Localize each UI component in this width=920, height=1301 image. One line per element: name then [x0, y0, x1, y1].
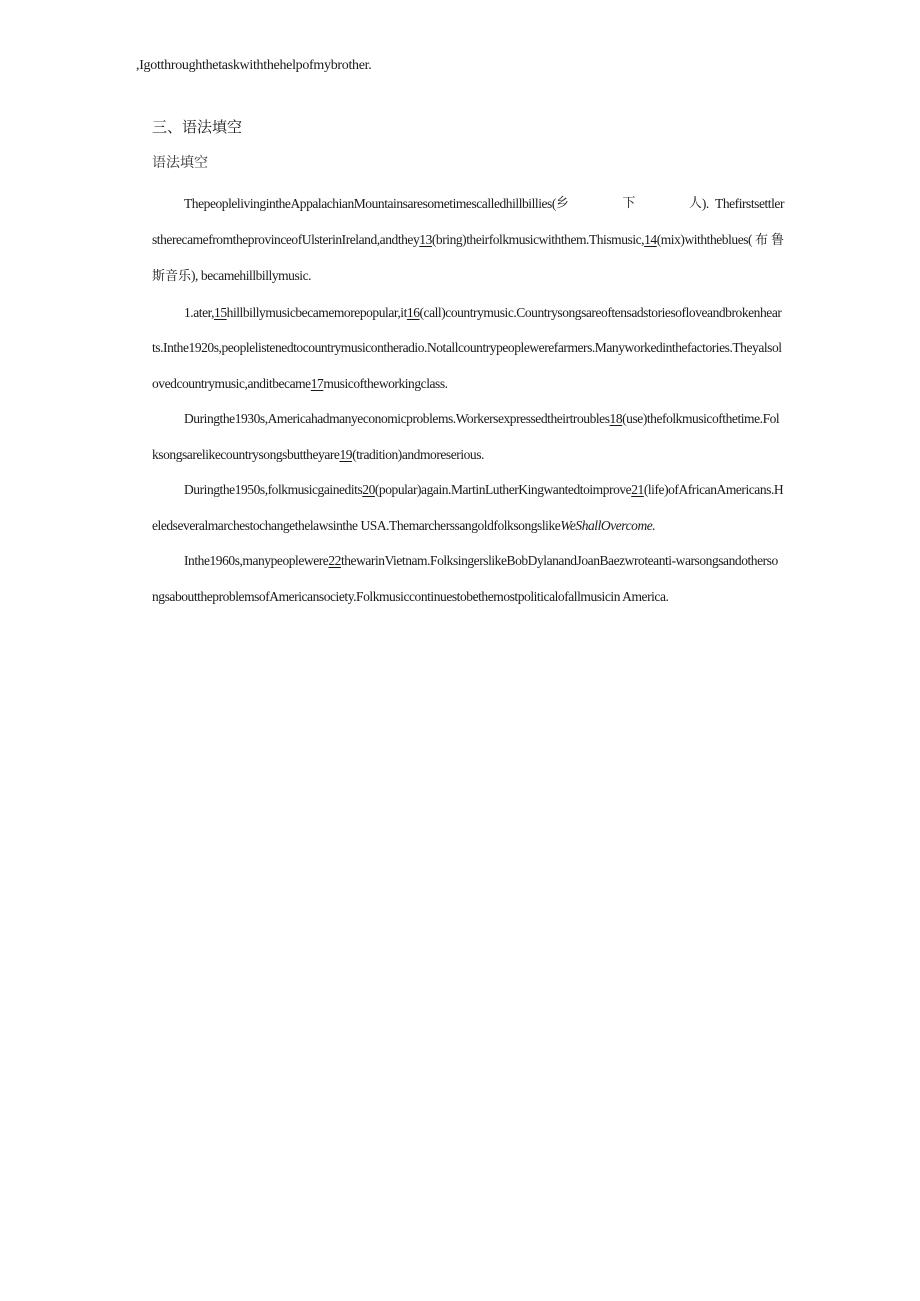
p1-gloss-hillbilly: 乡 下 人 [555, 196, 702, 211]
blank-22: 22 [328, 553, 341, 568]
p5-text-c: warsongsandothersongsabouttheproblemsofAmericansociety.Folkmusiccontinuestobethemostpoliticalofallmusicin America. [152, 553, 778, 604]
paragraph-3 [152, 401, 784, 472]
p1-text-a: Thepeoplelivingin [184, 196, 276, 211]
p1-text-e: (bring)theirfolkmusicwiththem.Thismusic, [431, 231, 645, 247]
section-heading: 三、语法填空 [152, 118, 243, 136]
p4-text-b: (popular)again.MartinLutherKingwantedtoimprove [374, 482, 632, 497]
p1-text-g: ), becamehillbillymusic. [191, 268, 312, 283]
p3-text-a: Duringthe1930s,Americahadmanyeconomicproblems.Workersexpressedtheirtroubles [184, 411, 610, 426]
p4-text-a: Duringthe1950s,folkmusicgainedits [184, 482, 363, 497]
blank-17: 17 [310, 375, 324, 391]
p1-text-c: ). Thefirstsettlerstherecamefromtheprovinceof [152, 196, 784, 247]
p2-text-a: 1.ater, [184, 304, 215, 320]
p1-text-b: theAppalachianMountainsaresometimescalledhillbillies( [275, 196, 556, 211]
paragraph-5 [152, 543, 784, 614]
p1-gloss-blues: 布鲁斯音乐 [152, 232, 784, 284]
blank-18: 18 [609, 411, 623, 426]
blank-13: 13 [419, 231, 432, 247]
p1-text-d: UlsterinIreland,andthey [301, 231, 420, 247]
section-subtitle: 语法填空 [152, 155, 208, 171]
blank-21: 21 [631, 482, 644, 497]
p2-text-d: musicoftheworkingclass. [323, 375, 448, 391]
p3-text-b: (use)thefolkmusicofthetime.Folksongsarelikecountrysongsbuttheyare [152, 411, 780, 462]
grammar-passage [152, 186, 784, 614]
blank-15: 15 [214, 304, 227, 320]
p5-text-b: thewarinVietnam.FolksingerslikeBobDylanandJoanBaezwroteanti- [340, 553, 676, 568]
previous-answer-line: ,Igotthroughthetaskwiththehelpofmybrother. [136, 58, 372, 73]
p2-text-c: (call)countrymusic.Countrysongsareoftensadstoriesofloveandbrokenhearts.Inthe1920s,peoplelistenedtocountrymusicontheradio.Notallcountrypeoplewerefarmers.Manyworkedinthefactories.Theyalsolovedcountrymusic,anditbecame [152, 304, 782, 391]
p4-text-c: (life)ofAfricanAmericans.Heledseveralmarchestochangethelawsinthe USA.Themarcherssangoldfolksongslike [152, 482, 784, 533]
p3-text-c: (tradition)andmoreserious. [352, 446, 484, 462]
paragraph-2 [152, 295, 784, 402]
blank-20: 20 [362, 482, 375, 497]
paragraph-1 [152, 186, 784, 295]
p1-text-f: (mix)withtheblues( [656, 231, 753, 247]
blank-16: 16 [406, 304, 420, 320]
p5-text-a: Inthe1960s,manypeoplewere [184, 553, 329, 568]
song-title-we-shall-overcome: WeShallOvercome. [560, 517, 656, 533]
paragraph-4 [152, 472, 784, 543]
blank-14: 14 [644, 231, 657, 247]
blank-19: 19 [339, 446, 353, 462]
p2-text-b: hillbillymusicbecamemorepopular,it [226, 304, 407, 320]
